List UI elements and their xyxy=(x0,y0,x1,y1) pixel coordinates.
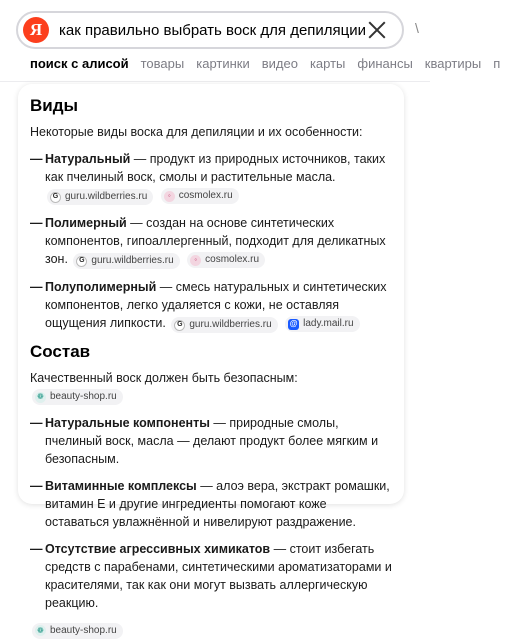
tab-images[interactable]: картинки xyxy=(196,56,250,71)
tab-more[interactable]: п xyxy=(493,56,501,71)
item-text: — смесь натуральных и синтетических компонентов, легко удаляется с кожи, не оставляя ощущения липкости. xyxy=(45,280,387,330)
source-chip[interactable] xyxy=(161,188,239,204)
edge-mark: \ xyxy=(415,20,419,36)
source-chip[interactable] xyxy=(73,253,179,269)
list-item xyxy=(30,477,392,531)
g-icon: G xyxy=(50,192,61,203)
beauty-shop-icon: ❁ xyxy=(35,625,46,636)
source-chip[interactable] xyxy=(32,623,123,639)
composition-list xyxy=(30,414,392,612)
section-title-types: Виды xyxy=(30,96,79,115)
source-chip[interactable] xyxy=(47,189,153,205)
source-label: beauty-shop.ru xyxy=(50,391,117,402)
item-text: — стоит избегать средств с парабенами, синтетическими ароматизаторами и красителями, так как они могут вызвать аллергическую реакцию. xyxy=(45,542,392,610)
search-bar[interactable] xyxy=(16,11,404,49)
section-composition xyxy=(30,342,392,639)
section-title-composition: Состав xyxy=(30,342,91,361)
list-item xyxy=(30,150,392,205)
answer-card xyxy=(18,84,404,636)
tab-goods[interactable]: товары xyxy=(140,56,185,71)
item-text: — алоэ вера, экстракт ромашки, витамин Е и другие ингредиенты помогают коже оставаться увлажнённой и нивелируют раздражение. xyxy=(45,479,390,529)
types-list xyxy=(30,150,392,333)
item-term: Отсутствие агрессивных химикатов xyxy=(45,542,271,556)
mail-icon: @ xyxy=(289,319,298,328)
list-item xyxy=(30,540,392,612)
source-label: guru.wildberries.ru xyxy=(189,319,272,330)
source-chip[interactable] xyxy=(32,389,123,405)
tab-apartments[interactable]: квартиры xyxy=(424,56,482,71)
source-label: cosmolex.ru xyxy=(205,254,260,265)
source-label: lady.mail.ru xyxy=(303,318,354,329)
item-term: Полимерный xyxy=(45,216,127,230)
source-chip[interactable] xyxy=(171,317,277,333)
clear-search-icon[interactable] xyxy=(366,19,388,41)
tabs-divider xyxy=(0,81,430,82)
item-term: Полуполимерный xyxy=(45,280,157,294)
item-text: — создан на основе синтетических компонентов, гипоаллергенный, подходит для деликатных зон. xyxy=(45,216,386,266)
section-intro-types: Некоторые виды воска для депиляции и их особенности: xyxy=(30,125,363,139)
tab-alice-search[interactable]: поиск с алисой xyxy=(30,56,129,71)
source-label: guru.wildberries.ru xyxy=(65,191,148,202)
yandex-logo-icon[interactable]: Я xyxy=(23,17,49,43)
item-term: Натуральные компоненты xyxy=(45,416,210,430)
beauty-shop-icon: ❁ xyxy=(35,392,46,403)
cosmolex-icon: ◦ xyxy=(164,191,175,202)
cosmolex-icon: ◦ xyxy=(190,255,201,266)
section-intro-composition xyxy=(30,369,392,405)
source-chip[interactable] xyxy=(187,252,265,268)
intro-text: Качественный воск должен быть безопасным: xyxy=(30,371,298,385)
list-item xyxy=(30,278,392,333)
item-text: — продукт из природных источников, таких как пчелиный воск, смолы и растительные масла. xyxy=(45,152,386,184)
list-item xyxy=(30,214,392,269)
search-input[interactable]: как правильно выбрать воск для депиляции xyxy=(59,21,367,39)
tab-video[interactable]: видео xyxy=(261,56,298,71)
search-tabs xyxy=(30,56,512,78)
g-icon: G xyxy=(174,320,185,331)
list-item xyxy=(30,414,392,468)
g-icon: G xyxy=(76,256,87,267)
tab-maps[interactable]: карты xyxy=(309,56,346,71)
item-text: — природные смолы, пчелиный воск, масла — делают продукт более мягким и безопасным. xyxy=(45,416,379,466)
source-label: guru.wildberries.ru xyxy=(91,255,174,266)
source-label: beauty-shop.ru xyxy=(50,625,117,636)
item-term: Витаминные комплексы xyxy=(45,479,197,493)
source-label: cosmolex.ru xyxy=(178,190,233,201)
item-term: Натуральный xyxy=(45,152,131,166)
tab-finance[interactable]: финансы xyxy=(357,56,413,71)
source-chip[interactable] xyxy=(285,316,359,332)
